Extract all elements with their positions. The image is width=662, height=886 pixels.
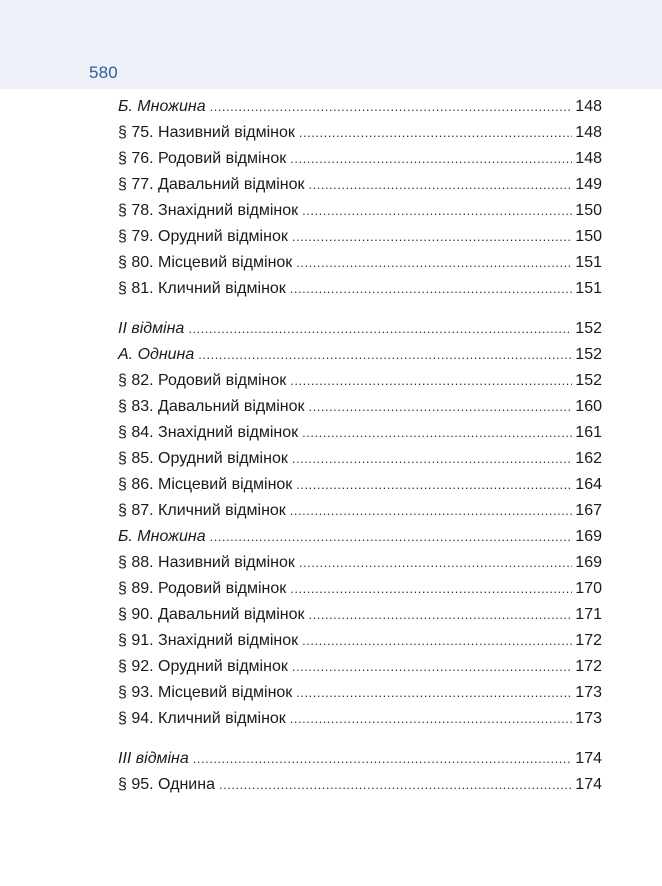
toc-entry-page: 173 [575,710,602,727]
toc-entry-title: § 79. Орудний відмінок [118,228,288,245]
toc-dot-leader [290,578,572,600]
toc-entry-page: 150 [575,228,602,245]
toc-entry-page: 173 [575,684,602,701]
toc-entry-title: § 78. Знахідний відмінок [118,202,299,219]
toc-entry-page: 169 [575,528,602,545]
toc-entry[interactable] [118,96,602,122]
toc-entry-page: 170 [575,580,602,597]
toc-dot-leader [292,226,572,248]
toc-dot-leader [193,748,573,770]
toc-dot-leader [210,526,573,548]
toc-dot-leader [290,148,572,170]
toc-entry-title: Б. Множина [118,528,206,545]
toc-entry[interactable] [118,500,602,526]
toc-entry-title: ІІ відміна [118,320,185,337]
toc-dot-leader [299,552,572,574]
toc-entry-title: А. Однина [118,346,195,363]
toc-dot-leader [290,278,573,300]
toc-entry[interactable] [118,200,602,226]
toc-dot-leader [188,318,572,340]
toc-entry-page: 148 [575,150,602,167]
toc-entry-page: 171 [575,606,602,623]
toc-dot-leader [309,396,573,418]
toc-dot-leader [296,252,572,274]
toc-entry[interactable] [118,422,602,448]
toc-entry-title: § 85. Орудний відмінок [118,450,288,467]
toc-entry-title: § 84. Знахідний відмінок [118,424,299,441]
toc-entry[interactable] [118,604,602,630]
toc-entry-title: § 83. Давальний відмінок [118,398,305,415]
toc-entry[interactable] [118,318,602,344]
toc-entry-title: Б. Множина [118,98,206,115]
toc-entry-page: 169 [575,554,602,571]
toc-entry[interactable] [118,748,602,774]
toc-entry-title: § 91. Знахідний відмінок [118,632,299,649]
toc-entry-title: § 94. Кличний відмінок [118,710,286,727]
toc-dot-leader [292,448,572,470]
toc-entry[interactable] [118,396,602,422]
toc-entry[interactable] [118,148,602,174]
toc-entry-page: 152 [575,320,602,337]
toc-entry-title: § 80. Місцевий відмінок [118,254,293,271]
toc-entry-title: ІІІ відміна [118,750,189,767]
toc-dot-leader [302,630,572,652]
toc-dot-leader [302,422,572,444]
toc-entry-title: § 88. Називний відмінок [118,554,295,571]
toc-entry-page: 152 [575,372,602,389]
toc-entry-page: 161 [575,424,602,441]
toc-entry-title: § 82. Родовий відмінок [118,372,287,389]
toc-entry-title: § 92. Орудний відмінок [118,658,288,675]
toc-entry-title: § 87. Кличний відмінок [118,502,286,519]
toc-entry[interactable] [118,774,602,800]
toc-entry-page: 160 [575,398,602,415]
toc-entry-title: § 95. Однина [118,776,215,793]
toc-entry[interactable] [118,370,602,396]
toc-entry[interactable] [118,252,602,278]
toc-entry-page: 164 [575,476,602,493]
toc-entry-page: 172 [575,658,602,675]
toc-entry-title: § 86. Місцевий відмінок [118,476,293,493]
page-header-band [0,0,662,89]
toc-entry[interactable] [118,474,602,500]
toc-entry[interactable] [118,122,602,148]
toc-entry-page: 148 [575,124,602,141]
page-number: 580 [89,63,118,82]
toc-entry-page: 151 [575,280,602,297]
toc-entry[interactable] [118,448,602,474]
toc-entry[interactable] [118,578,602,604]
toc-dot-leader [309,174,573,196]
toc-dot-leader [299,122,572,144]
toc-entry-title: § 93. Місцевий відмінок [118,684,293,701]
toc-entry[interactable] [118,526,602,552]
toc-dot-leader [296,474,572,496]
toc-entry-page: 174 [575,776,602,793]
toc-entry-page: 148 [575,98,602,115]
table-of-contents [118,96,602,800]
toc-entry[interactable] [118,708,602,734]
toc-entry-title: § 77. Давальний відмінок [118,176,305,193]
toc-dot-leader [290,708,573,730]
toc-entry[interactable] [118,656,602,682]
toc-dot-leader [219,774,572,796]
toc-dot-leader [290,500,573,522]
toc-entry[interactable] [118,552,602,578]
toc-entry-page: 172 [575,632,602,649]
toc-entry[interactable] [118,226,602,252]
toc-dot-leader [290,370,572,392]
toc-entry[interactable] [118,174,602,200]
toc-entry-page: 167 [575,502,602,519]
toc-entry-page: 149 [575,176,602,193]
toc-entry-page: 151 [575,254,602,271]
toc-dot-leader [198,344,572,366]
toc-entry-title: § 81. Кличний відмінок [118,280,286,297]
toc-dot-leader [210,96,573,118]
toc-dot-leader [302,200,572,222]
toc-dot-leader [296,682,572,704]
toc-entry[interactable] [118,344,602,370]
toc-entry[interactable] [118,682,602,708]
toc-entry[interactable] [118,630,602,656]
toc-entry-title: § 76. Родовий відмінок [118,150,287,167]
toc-entry-page: 150 [575,202,602,219]
toc-dot-leader [292,656,572,678]
toc-entry-page: 162 [575,450,602,467]
toc-entry-title: § 75. Називний відмінок [118,124,295,141]
toc-entry[interactable] [118,278,602,304]
toc-entry-page: 152 [575,346,602,363]
toc-dot-leader [309,604,573,626]
toc-entry-title: § 90. Давальний відмінок [118,606,305,623]
toc-entry-title: § 89. Родовий відмінок [118,580,287,597]
toc-entry-page: 174 [575,750,602,767]
